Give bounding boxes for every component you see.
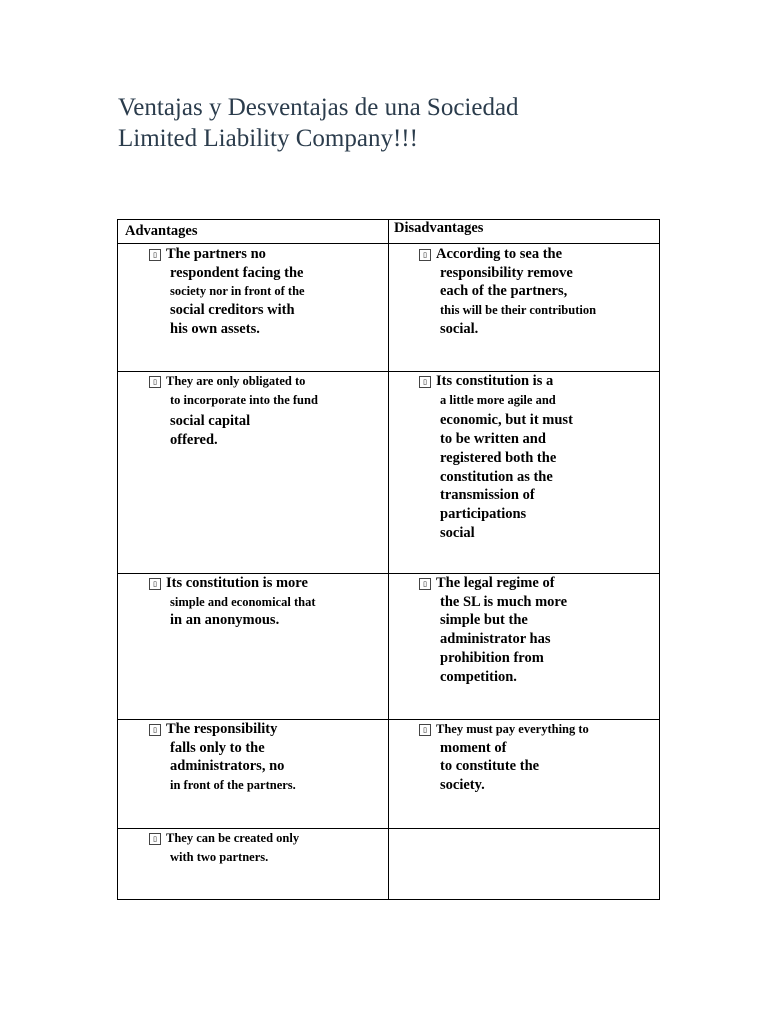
text-line: falls only to the bbox=[170, 739, 265, 756]
advantage-item bbox=[149, 574, 377, 630]
disadvantage-item bbox=[419, 720, 659, 795]
text-line: his own assets. bbox=[170, 320, 260, 337]
text-line: The responsibility bbox=[166, 721, 278, 737]
text-line: prohibition from bbox=[440, 649, 544, 666]
bullet-icon: ▯ bbox=[149, 376, 161, 388]
disadvantage-item bbox=[419, 372, 659, 542]
advantage-item bbox=[149, 720, 377, 795]
advantage-item bbox=[149, 245, 377, 339]
text-line: simple and economical that bbox=[170, 594, 316, 609]
bullet-icon: ▯ bbox=[149, 578, 161, 590]
table-row bbox=[118, 829, 660, 900]
bullet-icon: ▯ bbox=[419, 724, 431, 736]
bullet-icon: ▯ bbox=[149, 724, 161, 736]
comparison-table bbox=[117, 219, 660, 900]
disadvantage-item bbox=[419, 574, 659, 686]
text-line: responsibility remove bbox=[440, 264, 573, 281]
text-line: registered both the bbox=[440, 449, 557, 466]
disadvantage-cell bbox=[389, 244, 660, 372]
text-line: a little more agile and bbox=[440, 392, 556, 407]
table-row bbox=[118, 574, 660, 720]
text-line: economic, but it must bbox=[440, 412, 573, 429]
bullet-icon: ▯ bbox=[419, 578, 431, 590]
text-line: administrator has bbox=[440, 631, 551, 648]
text-line: simple but the bbox=[440, 612, 528, 629]
text-line: to be written and bbox=[440, 431, 546, 448]
text-line: They are only obligated to bbox=[166, 374, 306, 388]
text-line: social. bbox=[440, 320, 479, 337]
disadvantage-item bbox=[419, 245, 659, 339]
text-line: this will be their contribution bbox=[440, 303, 597, 318]
disadvantage-cell bbox=[389, 720, 660, 829]
text-line: competition. bbox=[440, 668, 517, 685]
disadvantage-cell bbox=[389, 574, 660, 720]
title-line-1: Ventajas y Desventajas de una Sociedad bbox=[118, 94, 519, 121]
bullet-icon: ▯ bbox=[149, 249, 161, 261]
disadvantage-cell-empty bbox=[389, 829, 660, 900]
text-line: administrators, no bbox=[170, 758, 285, 775]
disadvantage-cell bbox=[389, 372, 660, 574]
text-line: moment of bbox=[440, 739, 507, 756]
advantage-cell bbox=[118, 244, 389, 372]
text-line: offered. bbox=[170, 432, 218, 449]
table-row bbox=[118, 720, 660, 829]
text-line: social bbox=[440, 524, 475, 541]
text-line: each of the partners, bbox=[440, 283, 568, 300]
table-header-row bbox=[118, 220, 660, 244]
text-line: The legal regime of bbox=[436, 575, 555, 591]
text-line: in an anonymous. bbox=[170, 612, 280, 629]
disadvantages-header: Disadvantages bbox=[389, 220, 660, 244]
text-line: constitution as the bbox=[440, 468, 553, 485]
text-line: Its constitution is more bbox=[166, 575, 308, 591]
advantage-item bbox=[149, 829, 377, 866]
advantage-cell bbox=[118, 829, 389, 900]
table-row bbox=[118, 244, 660, 372]
text-line: society. bbox=[440, 777, 485, 794]
title-line-2: Limited Liability Company!!! bbox=[118, 125, 418, 152]
text-line: According to sea the bbox=[436, 246, 563, 262]
text-line: transmission of bbox=[440, 487, 535, 504]
text-line: in front of the partners. bbox=[170, 778, 296, 793]
advantages-header: Advantages bbox=[118, 220, 389, 244]
text-line: social capital bbox=[170, 413, 251, 430]
page-title bbox=[118, 92, 519, 154]
text-line: the SL is much more bbox=[440, 593, 568, 610]
bullet-icon: ▯ bbox=[419, 376, 431, 388]
bullet-icon: ▯ bbox=[419, 249, 431, 261]
text-line: respondent facing the bbox=[170, 264, 304, 281]
text-line: to incorporate into the fund bbox=[170, 392, 318, 407]
advantage-cell bbox=[118, 574, 389, 720]
text-line: social creditors with bbox=[170, 302, 295, 319]
text-line: society nor in front of the bbox=[170, 284, 305, 299]
text-line: They must pay everything to bbox=[436, 722, 589, 736]
text-line: with two partners. bbox=[170, 849, 269, 864]
text-line: to constitute the bbox=[440, 758, 540, 775]
text-line: participations bbox=[440, 505, 527, 522]
bullet-icon: ▯ bbox=[149, 833, 161, 845]
text-line: Its constitution is a bbox=[436, 373, 554, 389]
advantage-cell bbox=[118, 372, 389, 574]
table-row bbox=[118, 372, 660, 574]
advantage-cell bbox=[118, 720, 389, 829]
text-line: They can be created only bbox=[166, 831, 300, 845]
text-line: The partners no bbox=[166, 246, 266, 262]
advantage-item bbox=[149, 372, 377, 450]
